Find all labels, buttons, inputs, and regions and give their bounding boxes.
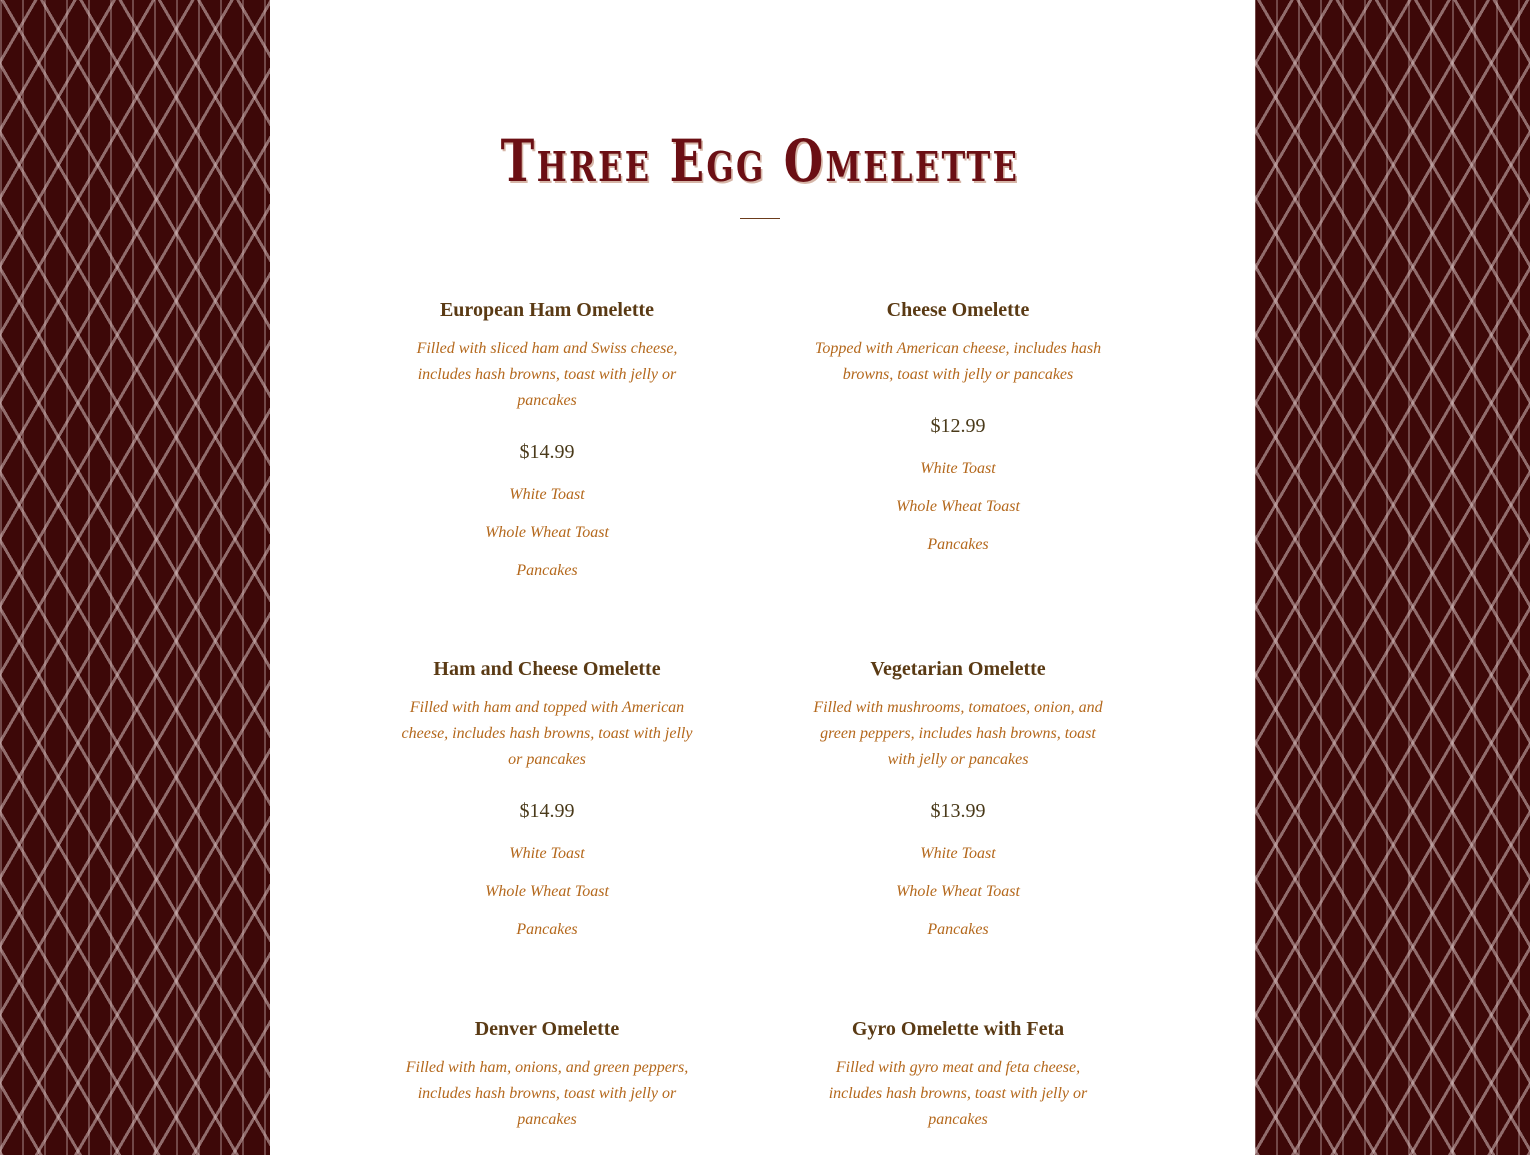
- option-pancakes[interactable]: Pancakes: [516, 562, 578, 579]
- item-description: Topped with American cheese, includes hash browns, toast with jelly or pancakes: [814, 340, 1102, 383]
- menu-item-vegetarian-omelette: [808, 657, 1108, 941]
- option-pancakes[interactable]: Pancakes: [516, 921, 578, 938]
- item-description: Filled with gyro meat and feta cheese, includes hash browns, toast with jelly or pancakes: [828, 1059, 1088, 1128]
- menu-item-denver-omelette: [397, 1017, 697, 1133]
- menu-item-ham-and-cheese-omelette: [397, 657, 697, 941]
- item-description: Filled with ham and topped with American cheese, includes hash browns, toast with jelly or pancakes: [401, 699, 693, 768]
- option-white-toast[interactable]: White Toast: [509, 845, 585, 862]
- option-whole-wheat-toast[interactable]: Whole Wheat Toast: [485, 524, 609, 541]
- item-price: $14.99: [519, 800, 575, 822]
- option-pancakes[interactable]: Pancakes: [927, 536, 989, 553]
- item-name: Vegetarian Omelette: [870, 658, 1046, 680]
- menu-panel: [270, 0, 1255, 1155]
- item-price: $14.99: [519, 441, 575, 463]
- page-title: Three Egg Omelette: [500, 126, 1020, 195]
- item-description: Filled with ham, onions, and green peppers, includes hash browns, toast with jelly or pancakes: [405, 1059, 689, 1128]
- option-whole-wheat-toast[interactable]: Whole Wheat Toast: [896, 883, 1020, 900]
- option-whole-wheat-toast[interactable]: Whole Wheat Toast: [896, 498, 1020, 515]
- decorative-pattern-left: [0, 0, 270, 1155]
- item-name: Ham and Cheese Omelette: [433, 658, 661, 680]
- item-description: Filled with mushrooms, tomatoes, onion, and green peppers, includes hash browns, toast with jelly or pancakes: [813, 699, 1103, 768]
- item-price: $13.99: [930, 800, 986, 822]
- item-name: European Ham Omelette: [439, 299, 655, 321]
- option-white-toast[interactable]: White Toast: [509, 486, 585, 503]
- option-pancakes[interactable]: Pancakes: [927, 921, 989, 938]
- menu-item-cheese-omelette: [808, 298, 1108, 556]
- item-name: Gyro Omelette with Feta: [851, 1018, 1065, 1040]
- title-divider: [740, 218, 780, 219]
- item-price: $12.99: [930, 415, 986, 437]
- option-whole-wheat-toast[interactable]: Whole Wheat Toast: [485, 883, 609, 900]
- item-name: Cheese Omelette: [886, 299, 1030, 321]
- item-name: Denver Omelette: [474, 1018, 620, 1040]
- item-description: Filled with sliced ham and Swiss cheese, includes hash browns, toast with jelly or pancakes: [416, 340, 678, 409]
- option-white-toast[interactable]: White Toast: [920, 845, 996, 862]
- menu-item-gyro-omelette-with-feta: [808, 1017, 1108, 1133]
- menu-item-european-ham-omelette: [397, 298, 697, 582]
- option-white-toast[interactable]: White Toast: [920, 460, 996, 477]
- decorative-pattern-right: [1255, 0, 1530, 1155]
